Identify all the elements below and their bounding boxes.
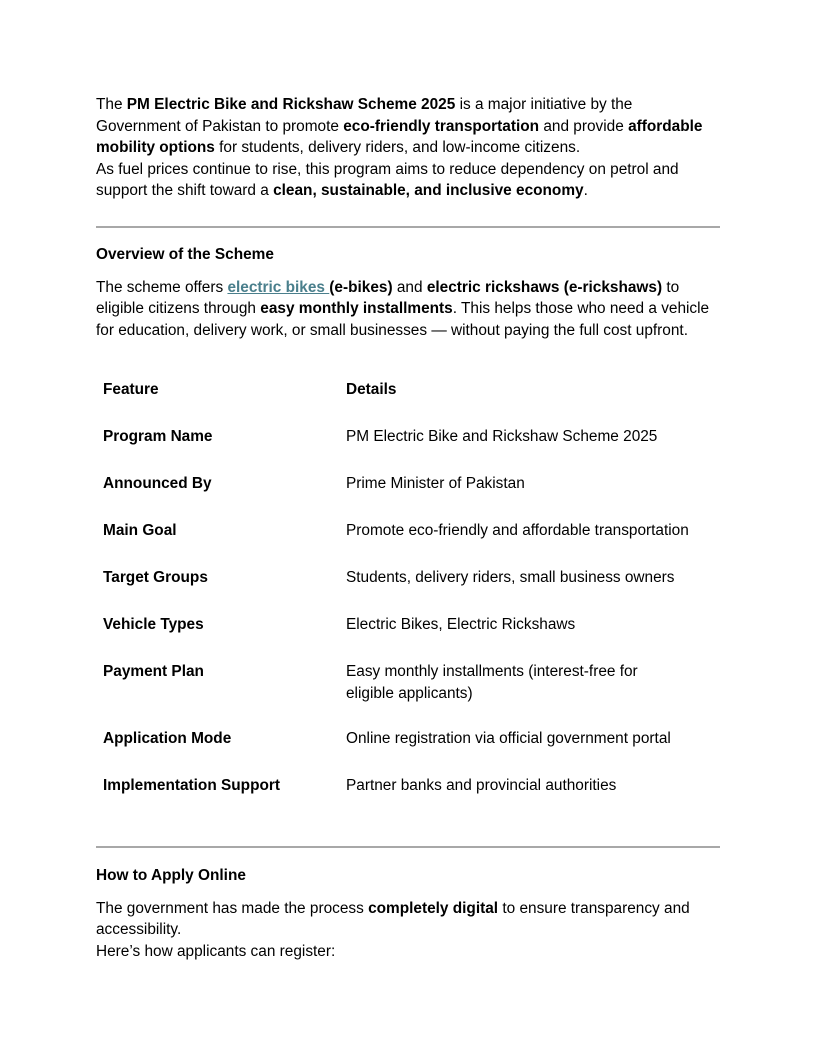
header-details: Details [346,381,397,398]
table-row [96,728,720,775]
row-feature: Implementation Support [103,777,280,794]
divider [96,226,720,228]
apply-text: The government has made the process [96,899,369,917]
row-feature: Vehicle Types [103,616,204,633]
overview-section [96,244,720,341]
intro-text: is a major initiative by the Government of Pakistan to promote [96,96,633,135]
intro-text: The [96,96,127,113]
overview-bold: easy monthly installments [260,300,453,317]
overview-text: The scheme offers [96,278,228,296]
apply-text: to ensure transparency and accessibility. [96,899,690,938]
feature-table [96,379,720,822]
overview-bold: electric rickshaws (e-rickshaws) [426,278,663,296]
row-details: Partner banks and provincial authorities [346,777,617,794]
apply-paragraph [96,898,720,963]
intro-bold-economy: clean, sustainable, and inclusive economy [273,182,584,199]
table-header-row [96,379,720,426]
row-details: Online registration via official government portal [346,730,671,747]
row-details: Easy monthly installments (interest-free for eligible applicants) [346,663,638,702]
overview-text: and [392,278,427,296]
intro-paragraph [96,94,720,202]
intro-section [96,94,720,202]
row-feature: Application Mode [103,730,232,747]
table-row [96,567,720,614]
row-details: Promote eco-friendly and affordable transportation [346,522,689,539]
overview-text: . This helps those who need a vehicle for education, delivery work, or small businesses — without paying the full cost upfront. [96,300,710,339]
apply-text: Here’s how applicants can register: [96,942,336,960]
table-row [96,775,720,822]
divider [96,846,720,848]
table-row [96,661,720,728]
intro-bold-affordable: affordable mobility options [96,117,703,156]
row-feature: Payment Plan [103,663,204,680]
table-row [96,520,720,567]
table-row [96,614,720,661]
row-details: Electric Bikes, Electric Rickshaws [346,616,576,633]
apply-heading: How to Apply Online [96,867,246,884]
intro-text: for students, delivery riders, and low-income citizens. [214,139,581,156]
row-feature: Program Name [103,428,213,445]
row-feature: Target Groups [103,569,208,586]
electric-bikes-link[interactable]: electric bikes [227,278,330,296]
intro-text: . [583,182,588,199]
table-row [96,426,720,473]
apply-bold: completely digital [368,899,499,917]
header-feature: Feature [103,381,159,398]
intro-text: and provide [539,117,629,135]
row-feature: Announced By [103,475,212,492]
row-details: PM Electric Bike and Rickshaw Scheme 2025 [346,428,658,445]
overview-paragraph [96,277,720,342]
overview-heading: Overview of the Scheme [96,246,274,263]
table-row [96,473,720,520]
intro-text: As fuel prices continue to rise, this program aims to reduce dependency on petrol and support the shift toward a [96,160,679,199]
overview-bold: (e-bikes) [329,278,393,296]
intro-bold-scheme: PM Electric Bike and Rickshaw Scheme 2025 [126,96,456,113]
intro-bold-eco: eco-friendly transportation [343,117,540,135]
row-feature: Main Goal [103,522,177,539]
apply-section [96,865,720,962]
overview-text: to eligible citizens through [96,278,680,317]
row-details: Students, delivery riders, small business owners [346,569,675,586]
row-details: Prime Minister of Pakistan [346,475,525,492]
